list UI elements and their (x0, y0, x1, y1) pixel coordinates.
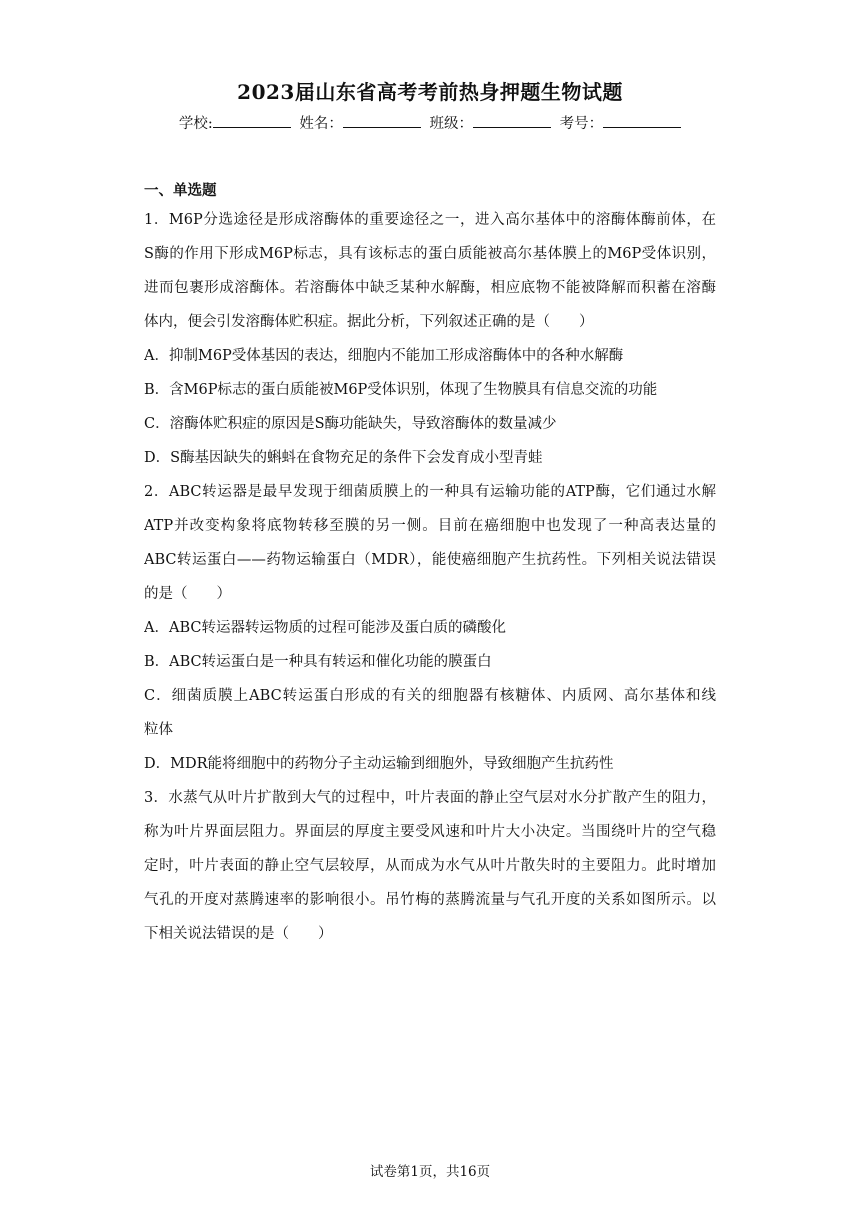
name-blank[interactable] (343, 114, 421, 128)
q2-option-d: D．MDR能将细胞中的药物分子主动运输到细胞外，导致细胞产生抗药性 (144, 756, 614, 772)
q2-text-line: 的是（ ） (144, 586, 231, 602)
q3-text-line: 下相关说法错误的是（ ） (144, 926, 333, 942)
exam-number-label: 考号： (559, 116, 604, 132)
q1-text-line: S酶的作用下形成M6P标志，具有该标志的蛋白质能被高尔基体膜上的M6P受体识别， (144, 246, 716, 262)
name-label: 姓名： (299, 116, 343, 132)
q3-text-line: 气孔的开度对蒸腾速率的影响很小。吊竹梅的蒸腾流量与气孔开度的关系如图所示。以 (144, 892, 716, 908)
class-blank[interactable] (473, 114, 551, 128)
q2-text-line: 2．ABC转运器是最早发现于细菌质膜上的一种具有运输功能的ATP酶，它们通过水解 (144, 484, 716, 500)
q2-option-c-cont: 粒体 (144, 722, 173, 738)
exam-number-blank[interactable] (603, 114, 681, 128)
q3-text-line: 称为叶片界面层阻力。界面层的厚度主要受风速和叶片大小决定。当围绕叶片的空气稳 (144, 824, 716, 840)
q1-text-line: 进而包裹形成溶酶体。若溶酶体中缺乏某种水解酶，相应底物不能被降解而积蓄在溶酶 (144, 280, 716, 296)
q3-text-line: 定时，叶片表面的静止空气层较厚，从而成为水气从叶片散失时的主要阻力。此时增加 (144, 858, 716, 874)
page-footer: 试卷第1页，共16页 (369, 1164, 491, 1180)
school-blank[interactable] (213, 114, 291, 128)
q2-text-line: ATP并改变构象将底物转移至膜的另一侧。目前在癌细胞中也发现了一种高表达量的 (144, 518, 716, 534)
school-label: 学校: (178, 116, 213, 132)
page-title: 2023届山东省高考考前热身押题生物试题 (237, 80, 623, 104)
q1-option-c: C．溶酶体贮积症的原因是S酶功能缺失，导致溶酶体的数量减少 (144, 416, 557, 432)
class-label: 班级： (429, 116, 473, 132)
q2-text-line: ABC转运蛋白——药物运输蛋白（MDR），能使癌细胞产生抗药性。下列相关说法错误 (144, 552, 716, 568)
q1-text-line: 体内，便会引发溶酶体贮积症。据此分析，下列叙述正确的是（ ） (144, 314, 594, 330)
section-heading: 一、单选题 (144, 182, 217, 199)
q1-option-b: B．含M6P标志的蛋白质能被M6P受体识别，体现了生物膜具有信息交流的功能 (144, 382, 658, 398)
q2-option-b: B．ABC转运蛋白是一种具有转运和催化功能的膜蛋白 (144, 654, 492, 670)
q1-option-d: D．S酶基因缺失的蝌蚪在食物充足的条件下会发育成小型青蛙 (144, 450, 543, 466)
q1-text-line: 1．M6P分选途径是形成溶酶体的重要途径之一，进入高尔基体中的溶酶体酶前体，在 (144, 212, 716, 228)
q3-text-line: 3．水蒸气从叶片扩散到大气的过程中，叶片表面的静止空气层对水分扩散产生的阻力， (144, 790, 716, 806)
q1-option-a: A．抑制M6P受体基因的表达，细胞内不能加工形成溶酶体中的各种水解酶 (144, 348, 624, 364)
student-info-line (0, 112, 860, 133)
q2-option-a: A．ABC转运器转运物质的过程可能涉及蛋白质的磷酸化 (144, 620, 506, 636)
q2-option-c: C．细菌质膜上ABC转运蛋白形成的有关的细胞器有核糖体、内质网、高尔基体和线 (144, 688, 716, 704)
